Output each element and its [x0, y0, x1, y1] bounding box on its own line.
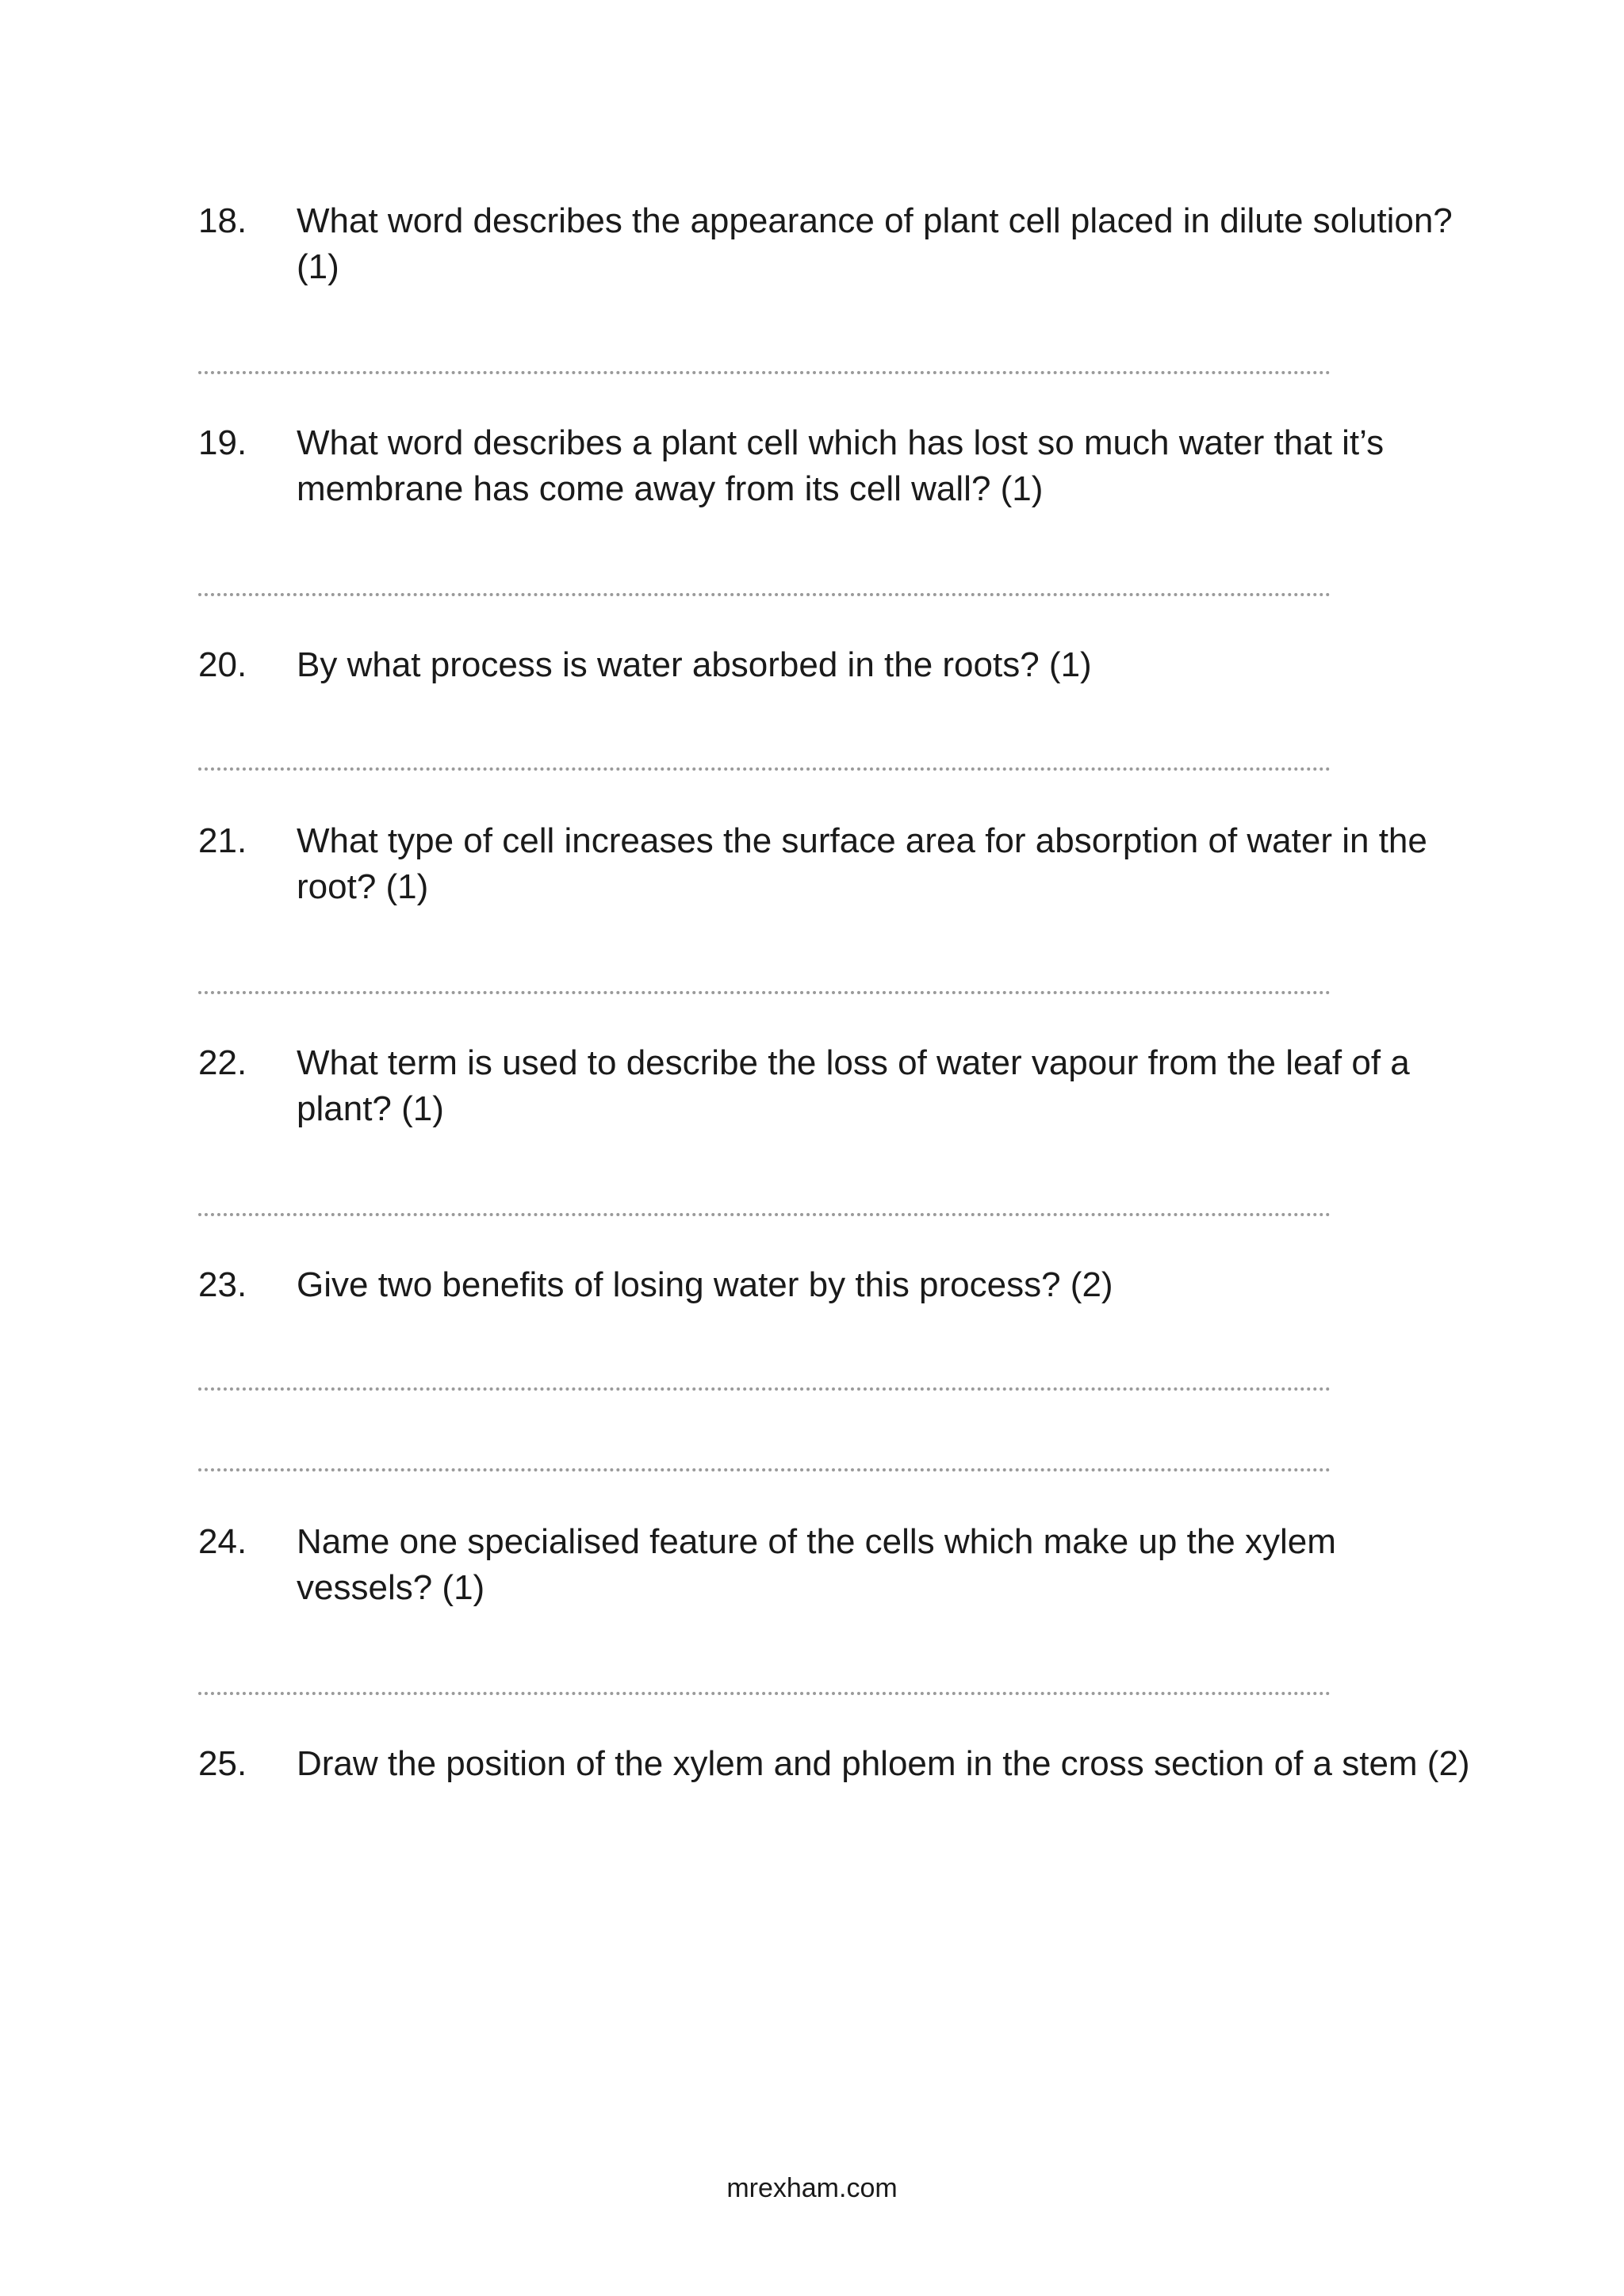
question-text: What word describes the appearance of plant cell placed in dilute solution? (1) [297, 201, 1453, 286]
answer-line-21[interactable] [198, 991, 1331, 994]
answer-line-23a[interactable] [198, 1387, 1331, 1391]
question-text: By what process is water absorbed in the roots? (1) [297, 645, 1092, 684]
question-text: What type of cell increases the surface area for absorption of water in the root? (1) [297, 821, 1427, 906]
answer-line-18[interactable] [198, 371, 1331, 374]
question-number: 18. [198, 201, 247, 240]
answer-line-19[interactable] [198, 593, 1331, 596]
question-text: Give two benefits of losing water by this process? (2) [297, 1265, 1113, 1304]
footer-site-name: mrexham.com [726, 2173, 898, 2203]
question-number: 23. [198, 1265, 247, 1304]
question-number: 21. [198, 821, 247, 860]
answer-line-20[interactable] [198, 767, 1331, 771]
question-number: 19. [198, 423, 247, 462]
question-number: 25. [198, 1744, 247, 1783]
question-number: 20. [198, 645, 247, 684]
answer-line-22[interactable] [198, 1213, 1331, 1216]
question-text: What term is used to describe the loss of water vapour from the leaf of a plant? (1) [297, 1043, 1410, 1128]
question-number: 24. [198, 1522, 247, 1561]
question-number: 22. [198, 1043, 247, 1082]
question-text: Draw the position of the xylem and phloem in the cross section of a stem (2) [297, 1744, 1470, 1783]
question-text: What word describes a plant cell which has lost so much water that it’s membrane has come away from its cell wall? (1) [297, 423, 1385, 508]
answer-line-24[interactable] [198, 1692, 1331, 1695]
answer-line-23b[interactable] [198, 1468, 1331, 1471]
question-text: Name one specialised feature of the cells which make up the xylem vessels? (1) [297, 1522, 1336, 1607]
